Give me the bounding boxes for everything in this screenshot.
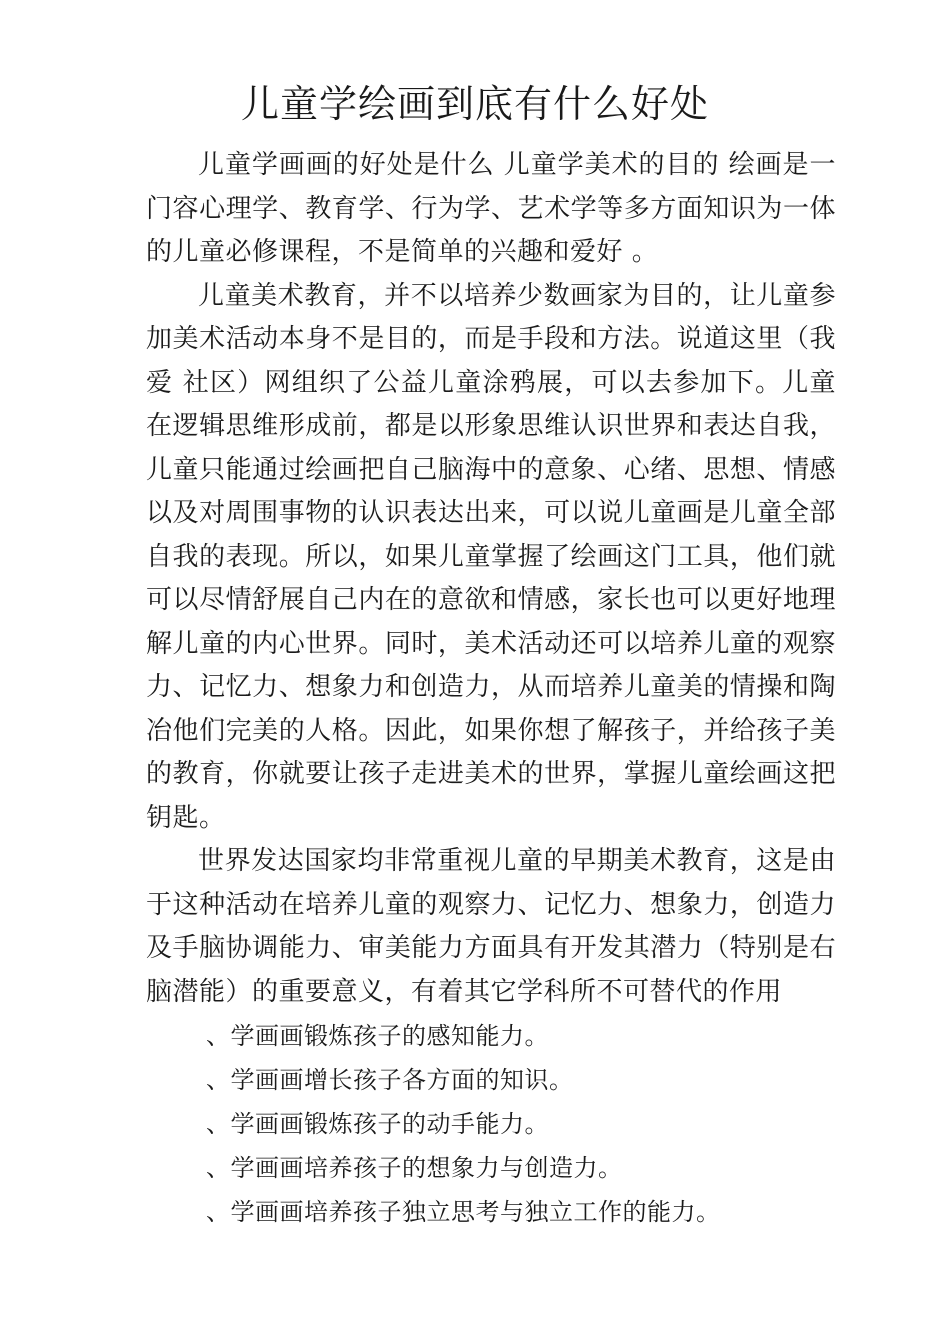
benefits-list (146, 1014, 836, 1234)
list-item: 、学画画锻炼孩子的感知能力。 (206, 1022, 549, 1050)
document-title: 儿童学绘画到底有什么好处 (240, 82, 709, 126)
paragraph-art-education: 儿童美术教育，并不以培养少数画家为目的，让儿童参加美术活动本身不是目的，而是手段和方法。说道这里（我爱 社区）网组织了公益儿童涂鸦展，可以去参加下。儿童在逻辑思维形成前，都是以形象思维认识世界和表达自我，儿童只能通过绘画把自己脑海中的意象、心绪、思想、情感以及对周围事物的认识表达出来，可以说儿童画是儿童全部自我的表现。所以，如果儿童掌握了绘画这门工具，他们就可以尽情舒展自己内在的意欲和情感，家长也可以更好地理解儿童的内心世界。同时，美术活动还可以培养儿童的观察力、记忆力、想象力和创造力，从而培养儿童美的情操和陶冶他们完美的人格。因此，如果你想了解孩子，并给孩子美的教育，你就要让孩子走进美术的世界，掌握儿童绘画这把钥匙。 (146, 280, 836, 833)
list-item: 、学画画锻炼孩子的动手能力。 (206, 1110, 549, 1138)
list-item: 、学画画培养孩子的想象力与创造力。 (206, 1154, 623, 1182)
list-item: 、学画画培养孩子独立思考与独立工作的能力。 (206, 1198, 721, 1226)
paragraph-intro: 儿童学画画的好处是什么 儿童学美术的目的 绘画是一门容心理学、教育学、行为学、艺术学等多方面知识为一体的儿童必修课程，不是简单的兴趣和爱好 。 (146, 150, 836, 267)
document-body (146, 144, 836, 1234)
list-item: 、学画画增长孩子各方面的知识。 (206, 1066, 574, 1094)
paragraph-developed-countries: 世界发达国家均非常重视儿童的早期美术教育，这是由于这种活动在培养儿童的观察力、记忆力、想象力，创造力及手脑协调能力、审美能力方面具有开发其潜力（特别是右脑潜能）的重要意义，有着其它学科所不可替代的作用 (146, 846, 836, 1007)
